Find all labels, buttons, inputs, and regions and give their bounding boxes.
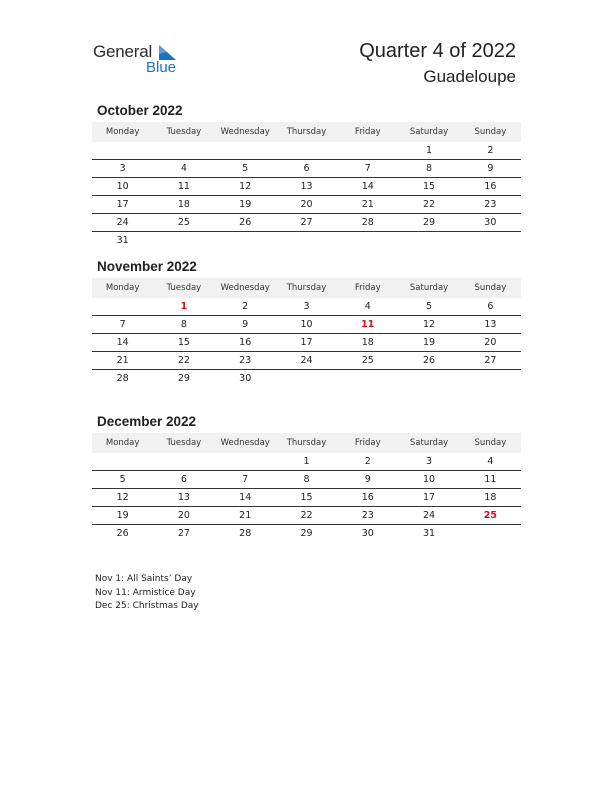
week-row [92, 525, 521, 543]
day-cell: 3 [276, 298, 337, 316]
day-cell: 28 [337, 214, 398, 232]
holiday-note: Dec 25: Christmas Day [95, 601, 199, 611]
logo-text-general: General [93, 42, 153, 61]
day-cell: 6 [153, 471, 214, 489]
day-cell: 2 [337, 453, 398, 471]
day-cell: 9 [460, 160, 521, 178]
day-cell: 20 [460, 334, 521, 352]
weekday-header: Wednesday [215, 278, 276, 298]
day-cell: 23 [337, 507, 398, 525]
day-cell: 3 [398, 453, 459, 471]
day-cell: 17 [92, 196, 153, 214]
day-cell: 28 [239, 528, 252, 539]
day-cell [337, 232, 398, 250]
day-cell [276, 370, 337, 388]
week-row [92, 178, 521, 196]
week-row [92, 352, 521, 370]
month-december [92, 413, 521, 542]
day-cell: 4 [337, 298, 398, 316]
logo-text-blue: Blue [146, 59, 177, 76]
weekday-header: Sunday [460, 278, 521, 298]
day-cell: 17 [276, 334, 337, 352]
month-november [92, 258, 521, 387]
weekday-header: Monday [92, 122, 153, 142]
day-cell: 5 [398, 298, 459, 316]
weekday-header-row [92, 278, 521, 298]
day-cell: 7 [215, 471, 276, 489]
day-cell: 24 [398, 507, 459, 525]
day-cell: 15 [153, 334, 214, 352]
day-cell: 30 [239, 373, 252, 384]
week-row [92, 298, 521, 316]
week-row [92, 316, 521, 334]
day-cell [215, 453, 276, 471]
day-cell: 25 [460, 507, 521, 525]
day-cell: 3 [92, 160, 153, 178]
day-cell: 22 [398, 196, 459, 214]
day-cell: 7 [337, 160, 398, 178]
day-cell: 12 [92, 489, 153, 507]
weekday-header: Monday [92, 433, 153, 453]
day-cell: 18 [153, 196, 214, 214]
month-title: October 2022 [97, 103, 183, 118]
page-title: Quarter 4 of 2022 [359, 40, 516, 62]
day-cell: 16 [215, 334, 276, 352]
day-cell: 10 [92, 178, 153, 196]
day-cell: 13 [153, 489, 214, 507]
day-cell: 24 [92, 214, 153, 232]
day-cell: 13 [460, 316, 521, 334]
week-row [92, 214, 521, 232]
day-cell: 27 [460, 352, 521, 370]
logo [93, 42, 193, 78]
weekday-header: Tuesday [153, 122, 214, 142]
weekday-header: Monday [92, 278, 153, 298]
day-cell [460, 232, 521, 250]
day-cell: 31 [116, 235, 129, 246]
day-cell [92, 142, 153, 160]
week-row [92, 489, 521, 507]
day-cell: 9 [337, 471, 398, 489]
weekday-header: Thursday [276, 278, 337, 298]
day-cell: 21 [337, 196, 398, 214]
day-cell: 26 [398, 352, 459, 370]
week-row [92, 334, 521, 352]
day-cell: 25 [153, 214, 214, 232]
day-cell: 27 [276, 214, 337, 232]
weekday-header: Friday [337, 433, 398, 453]
day-cell: 30 [460, 214, 521, 232]
day-cell: 16 [460, 178, 521, 196]
holiday-notes [95, 573, 199, 614]
day-cell: 20 [276, 196, 337, 214]
day-cell: 7 [92, 316, 153, 334]
weekday-header: Thursday [276, 122, 337, 142]
day-cell: 15 [276, 489, 337, 507]
day-cell: 16 [337, 489, 398, 507]
calendar-grid [92, 278, 521, 387]
month-title: November 2022 [97, 259, 197, 274]
day-cell: 1 [153, 298, 214, 316]
weekday-header: Thursday [276, 433, 337, 453]
day-cell: 5 [92, 471, 153, 489]
day-cell: 15 [398, 178, 459, 196]
day-cell: 14 [92, 334, 153, 352]
day-cell: 12 [398, 316, 459, 334]
week-row [92, 160, 521, 178]
day-cell: 12 [215, 178, 276, 196]
day-cell: 18 [337, 334, 398, 352]
calendar-grid [92, 433, 521, 542]
day-cell: 1 [276, 453, 337, 471]
day-cell: 13 [276, 178, 337, 196]
week-row [92, 507, 521, 525]
day-cell: 6 [460, 298, 521, 316]
day-cell [92, 453, 153, 471]
day-cell: 14 [337, 178, 398, 196]
day-cell [215, 232, 276, 250]
day-cell [398, 370, 459, 388]
day-cell: 5 [215, 160, 276, 178]
weekday-header: Friday [337, 278, 398, 298]
day-cell: 9 [215, 316, 276, 334]
day-cell [337, 142, 398, 160]
day-cell: 11 [337, 316, 398, 334]
month-october [92, 102, 521, 249]
month-title: December 2022 [97, 414, 197, 429]
day-cell: 19 [215, 196, 276, 214]
day-cell: 29 [398, 214, 459, 232]
day-cell: 28 [116, 373, 129, 384]
weekday-header: Saturday [398, 278, 459, 298]
day-cell: 11 [153, 178, 214, 196]
day-cell [276, 142, 337, 160]
day-cell [276, 232, 337, 250]
day-cell: 6 [276, 160, 337, 178]
weekday-header: Friday [337, 122, 398, 142]
weekday-header-row [92, 122, 521, 142]
day-cell: 11 [460, 471, 521, 489]
day-cell [92, 298, 153, 316]
holiday-note: Nov 11: Armistice Day [95, 587, 196, 598]
weekday-header: Sunday [460, 122, 521, 142]
day-cell: 2 [215, 298, 276, 316]
day-cell [153, 232, 214, 250]
day-cell [153, 142, 214, 160]
day-cell: 4 [460, 453, 521, 471]
week-row [92, 471, 521, 489]
weekday-header: Wednesday [215, 122, 276, 142]
weekday-header: Wednesday [215, 433, 276, 453]
day-cell: 18 [460, 489, 521, 507]
day-cell: 24 [276, 352, 337, 370]
week-row [92, 196, 521, 214]
day-cell: 29 [177, 373, 190, 384]
day-cell [153, 453, 214, 471]
day-cell [337, 370, 398, 388]
day-cell: 23 [460, 196, 521, 214]
weekday-header-row [92, 433, 521, 453]
week-row [92, 142, 521, 160]
day-cell: 20 [153, 507, 214, 525]
day-cell: 22 [276, 507, 337, 525]
day-cell: 26 [116, 528, 129, 539]
day-cell: 10 [398, 471, 459, 489]
day-cell [460, 525, 521, 543]
day-cell: 4 [153, 160, 214, 178]
day-cell: 19 [92, 507, 153, 525]
weekday-header: Tuesday [153, 433, 214, 453]
weekday-header: Saturday [398, 433, 459, 453]
day-cell: 8 [276, 471, 337, 489]
day-cell: 1 [398, 142, 459, 160]
holiday-note: Nov 1: All Saints’ Day [95, 574, 193, 584]
day-cell: 21 [92, 352, 153, 370]
day-cell: 2 [460, 142, 521, 160]
week-row [92, 370, 521, 388]
day-cell: 25 [337, 352, 398, 370]
weekday-header: Tuesday [153, 278, 214, 298]
day-cell: 10 [276, 316, 337, 334]
page-subtitle: Guadeloupe [423, 67, 516, 86]
day-cell: 22 [153, 352, 214, 370]
weekday-header: Sunday [460, 433, 521, 453]
day-cell: 21 [215, 507, 276, 525]
day-cell: 23 [215, 352, 276, 370]
day-cell: 26 [215, 214, 276, 232]
day-cell [215, 142, 276, 160]
day-cell: 30 [361, 528, 374, 539]
week-row [92, 232, 521, 250]
day-cell: 27 [177, 528, 190, 539]
day-cell: 14 [215, 489, 276, 507]
day-cell: 17 [398, 489, 459, 507]
day-cell [398, 232, 459, 250]
weekday-header: Saturday [398, 122, 459, 142]
day-cell: 8 [153, 316, 214, 334]
day-cell [460, 370, 521, 388]
day-cell: 19 [398, 334, 459, 352]
week-row [92, 453, 521, 471]
calendar-grid [92, 122, 521, 249]
day-cell: 8 [398, 160, 459, 178]
day-cell: 31 [423, 528, 436, 539]
day-cell: 29 [300, 528, 313, 539]
